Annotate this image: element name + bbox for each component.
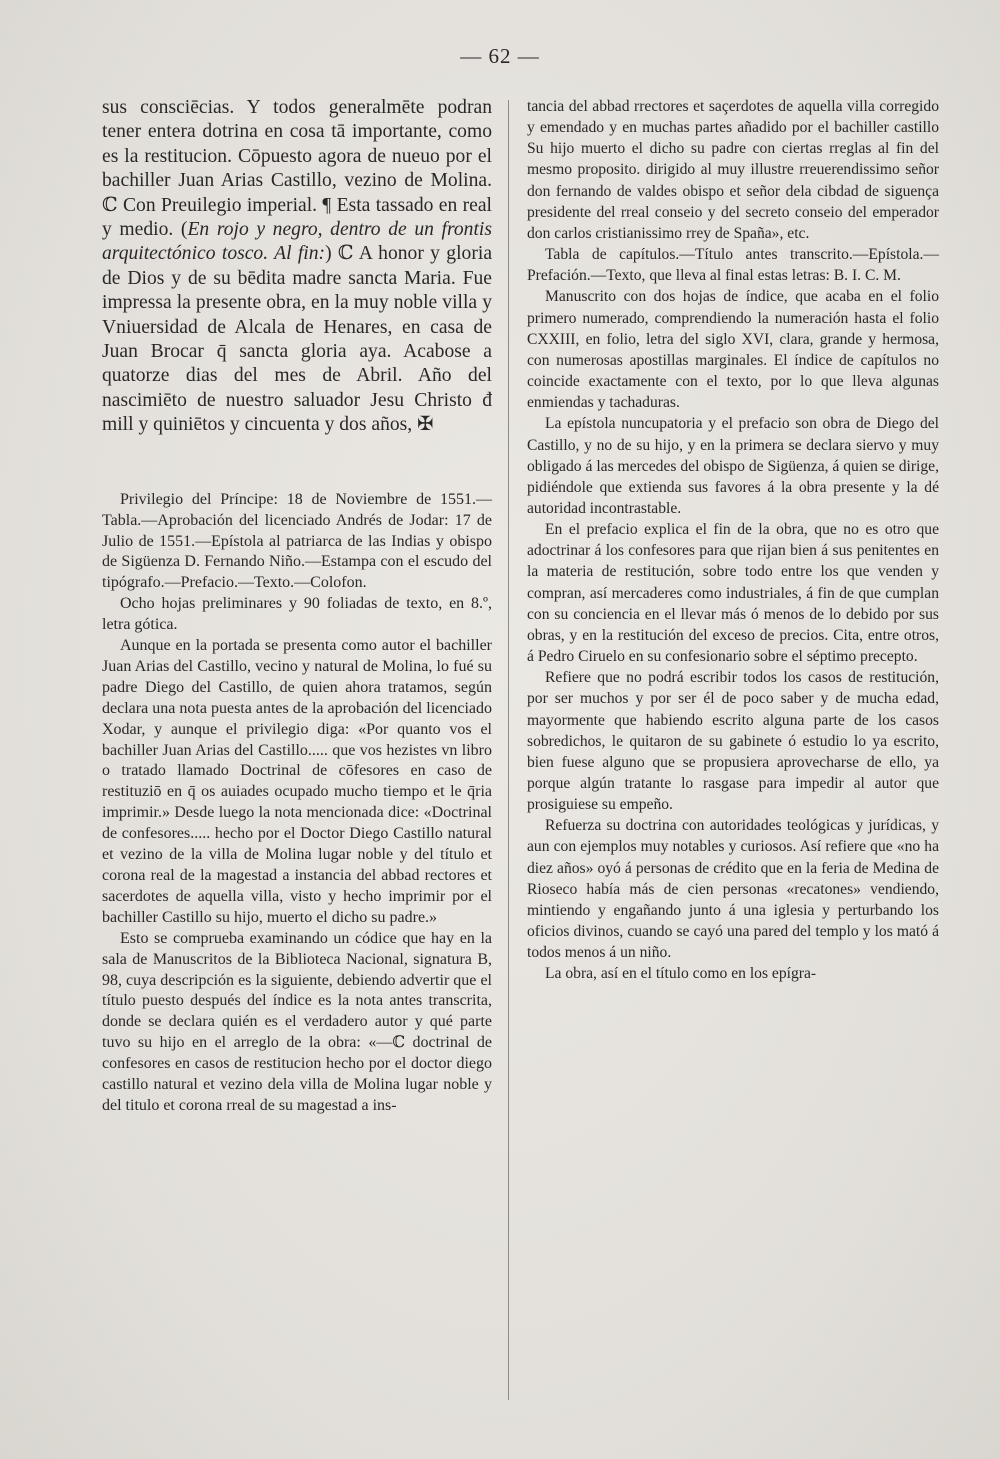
- spacer: [102, 438, 492, 490]
- paragraph: Esto se comprueba examinando un códice que hay en la sala de Manuscritos de la Biblioteca Nacional, signatura B, 98, cuya descripción es la siguiente, debiendo advertir que el título puesto después del índice es la nota antes transcrita, donde se declara quién es el verdadero autor y qué parte tuvo su hijo en el arreglo de la obra: «—ℂ doctrinal de confesores en casos de restitucion hecho por el doctor diego castillo natural et vezino dela villa de Molina lugar noble y del titulo et corona rreal de su magestad a ins-: [102, 929, 492, 1114]
- paragraph: tancia del abbad rrectores et saçerdotes de aquella villa corregido y emendado y en muchas partes añadido por el bachiller castillo Su hijo muerto el dicho su padre con ciertas rreglas al fin del mesmo proposito. dirigido al muy illustre rreuerendissimo señor don fernando de valdes obispo et señor dela cibdad de siguença presidente del rreal conseio y del secreto conseio del emperador don carlos cristianissimo rrey de Spaña», etc.: [527, 98, 939, 242]
- paragraph: La obra, así en el título como en los epígra-: [545, 965, 817, 983]
- paragraph: Refuerza su doctrina con autoridades teológicas y jurídicas, y aun con ejemplos muy notables y curiosos. Así refiere que «no ha diez años» oyó á personas de crédito que en la feria de Medina de Rioseco había más de cien personas «recatones» vendiendo, mintiendo y engañando junto á una iglesia y perturbando los oficios divinos, cuando se cayó una pared del templo y los mató á todos menos á un niño.: [527, 817, 939, 962]
- paragraph: Aunque en la portada se presenta como autor el bachiller Juan Arias del Castillo, vecino y natural de Molina, lo fué su padre Diego del Castillo, de quien ahora tratamos, según declara una nota puesta antes de la aprobación del licenciado Xodar, y aunque el privilegio diga: «Por quanto vos el bachiller Juan Arias del Castillo..... que vos hezistes vn libro o tratado llamado Doctrinal de cōfesores en caso de restituziō en q̄ os auiades ocupado mucho tiempo et le q̄ria imprimir.» Desde luego la nota mencionada dice: «Doctrinal de confesores..... hecho por el Doctor Diego Castillo natural et vezino de la villa de Molina lugar noble y del título et corona real de la magestad a instancia del abbad rectores et sacerdotes de aquella villa, visto y hecho imprimir por el bachiller Castillo su hijo, muerto el dicho su padre.»: [102, 637, 492, 926]
- title-italic-note: En rojo y negro, dentro de un frontis arquitectónico tosco. Al fin:: [102, 219, 492, 265]
- paragraph: Ocho hojas preliminares y 90 foliadas de texto, en 8.º, letra gótica.: [102, 595, 492, 634]
- paragraph: Tabla de capítulos.—Título antes transcrito.—Epístola.—Prefación.—Texto, que lleva al final estas letras: B. I. C. M.: [527, 246, 939, 285]
- paragraph: La epístola nuncupatoria y el prefacio son obra de Diego del Castillo, y no de su hijo, y en la primera se declara siervo y muy obligado á las mercedes del obispo de Sigüenza, á quien se dirige, pidiéndole que extienda sus favores á la obra presente y la dé autoridad incontrastable.: [527, 415, 939, 517]
- title-text-1: sus consciēcias. Y todos generalmēte podran tener entera dotrina en cosa tā importante, como es la restitucion. Cōpuesto agora de nueuo por el bachiller Juan Arias Castillo, vezino de Molina. ℂ Con Preuilegio imperial. ¶ Esta tassado en real y medio. (: [102, 97, 492, 241]
- title-text-2: ) ℂ A honor y gloria de Dios y de su bēdita madre sancta Maria. Fue impressa la presente obra, en la muy noble villa y Vniuersidad de Alcala de Henares, en casa de Juan Brocar q̄ sancta gloria aya. Acabose a quatorze dias del mes de Abril. Año del nascimiēto de nuestro saluador Jesu Christo đ mill y quiniētos y cincuenta y dos años, ✠: [102, 243, 493, 436]
- column-divider: [508, 100, 509, 1400]
- paragraph: Refiere que no podrá escribir todos los casos de restitución, por ser muchos y por ser él de poco saber y de mucha edad, mayormente que habiendo escrito alguna parte de los casos sobredichos, le quitaron de su gabinete ó estudio lo ya escrito, bien fuese alguno que se propusiera aprovecharse de ello, ya porque algún tratante lo rasgase para impedir al autor que prosiguiese su empeño.: [527, 669, 939, 814]
- paragraph: Manuscrito con dos hojas de índice, que acaba en el folio primero numerado, comprendiendo la numeración hasta el folio CXXIII, en folio, letra del siglo XVI, clara, grande y hermosa, con numerosas apostillas marginales. El índice de capítulos no coincide exactamente con el texto, por lo que lleva algunas enmiendas y tachaduras.: [527, 288, 939, 412]
- left-column: [102, 96, 492, 1117]
- page-number: — 62 —: [460, 44, 540, 68]
- paragraph: En el prefacio explica el fin de la obra, que no es otro que adoctrinar á los confesores para que rijan bien á sus penitentes en la materia de restitución, sobre todo entre los que venden y compran, así mercaderes como industriales, á fin de que cumplan con su conciencia en el llevar más ó menos de lo debido por sus obras, y en la restitución del exceso de precios. Cita, entre otros, á Pedro Ciruelo en su confesionario sobre el séptimo precepto.: [527, 521, 939, 666]
- paragraph: Privilegio del Príncipe: 18 de Noviembre de 1551.—Tabla.—Aprobación del licenciado Andrés de Jodar: 17 de Julio de 1551.—Epístola al patriarca de las Indias y obispo de Sigüenza D. Fernando Niño.—Estampa con el escudo del tipógrafo.—Prefacio.—Texto.—Colofon.: [102, 490, 492, 592]
- book-title-transcription: [102, 96, 492, 438]
- right-column: [527, 96, 939, 985]
